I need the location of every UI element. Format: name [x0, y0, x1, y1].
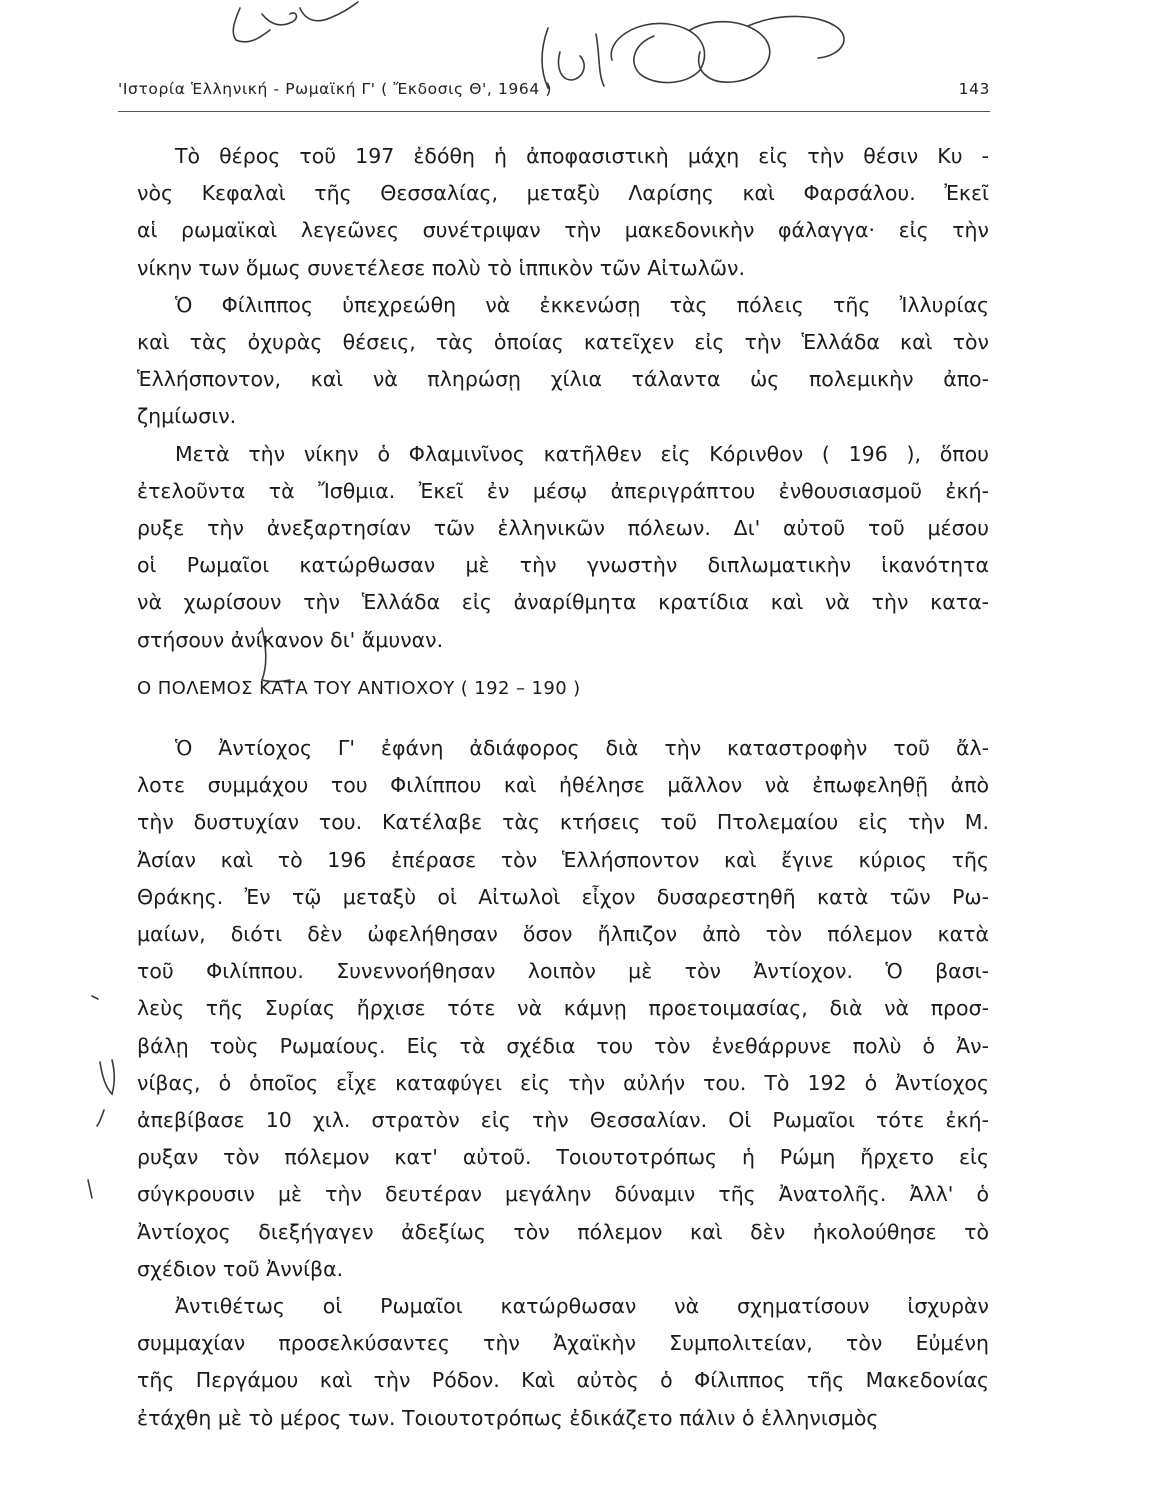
running-title: 'Ιστορία Ἑλληνική - Ρωμαϊκή Γ' ( Ἔκδοσις Θ', 1964 )	[118, 80, 552, 98]
text-line: καὶ τὰς ὀχυρὰς θέσεις, τὰς ὁποίας κατεῖχεν εἰς τὴν Ἑλλάδα καὶ τὸν	[137, 330, 989, 355]
text-line: νὰ χωρίσουν τὴν Ἑλλάδα εἰς ἀναρίθμητα κρατίδια καὶ νὰ τὴν κατα-	[137, 590, 989, 615]
text-line: ἐτάχθη μὲ τὸ μέρος των. Τοιουτοτρόπως ἐδικάζετο πάλιν ὁ ἑλληνισμὸς	[137, 1405, 879, 1430]
text-line: Ἀντιθέτως οἱ Ρωμαῖοι κατώρθωσαν νὰ σχηματίσουν ἰσχυρὰν	[175, 1294, 989, 1319]
text-line: τῆς Περγάμου καὶ τὴν Ρόδον. Καὶ αὐτὸς ὁ Φίλιππος τῆς Μακεδονίας	[137, 1368, 989, 1393]
section-part-2	[137, 730, 989, 1437]
text-line: λοτε συμμάχου του Φιλίππου καὶ ἠθέλησε μᾶλλον νὰ ἐπωφεληθῇ ἀπὸ	[137, 773, 989, 798]
text-line: ἐτελοῦντα τὰ Ἴσθμια. Ἐκεῖ ἐν μέσῳ ἀπεριγράπτου ἐνθουσιασμοῦ ἐκή-	[137, 478, 989, 503]
header-rule	[118, 111, 990, 112]
text-line: βάλῃ τοὺς Ρωμαίους. Εἰς τὰ σχέδια του τὸν ἐνεθάρρυνε πολὺ ὁ Ἀν-	[137, 1033, 989, 1058]
text-line: τοῦ Φιλίππου. Συνεννοήθησαν λοιπὸν μὲ τὸν Ἀντίοχον. Ὁ βασι-	[137, 959, 989, 984]
text-line: Ὁ Φίλιππος ὑπεχρεώθη νὰ ἐκκενώσῃ τὰς πόλεις τῆς Ἰλλυρίας	[175, 292, 989, 317]
text-line: ρυξε τὴν ἀνεξαρτησίαν τῶν ἑλληνικῶν πόλεων. Δι' αὐτοῦ τοῦ μέσου	[137, 516, 989, 541]
text-line: μαίων, διότι δὲν ὠφελήθησαν ὅσον ἤλπιζον ἀπὸ τὸν πόλεμον κατὰ	[137, 922, 989, 947]
text-line: νὸς Κεφαλαὶ τῆς Θεσσαλίας, μεταξὺ Λαρίσης καὶ Φαρσάλου. Ἐκεῖ	[137, 181, 989, 206]
text-line: Θράκης. Ἐν τῷ μεταξὺ οἱ Αἰτωλοὶ εἶχον δυσαρεστηθῆ κατὰ τῶν Ρω-	[137, 884, 989, 909]
text-line: Τὸ θέρος τοῦ 197 ἐδόθη ἡ ἀποφασιστικὴ μάχη εἰς τὴν θέσιν Κυ -	[175, 144, 989, 168]
text-line: Μετὰ τὴν νίκην ὁ Φλαμινῖνος κατῆλθεν εἰς Κόρινθον ( 196 ), ὅπου	[175, 441, 989, 466]
paragraph	[137, 730, 989, 1288]
body-text-2	[137, 730, 989, 1437]
text-line: οἱ Ρωμαῖοι κατώρθωσαν μὲ τὴν γνωστὴν διπλωματικὴν ἱκανότητα	[137, 553, 989, 578]
text-line: λεὺς τῆς Συρίας ἤρχισε τότε νὰ κάμνῃ προετοιμασίας, διὰ νὰ προσ-	[137, 996, 989, 1021]
text-line: σύγκρουσιν μὲ τὴν δευτέραν μεγάλην δύναμιν τῆς Ἀνατολῆς. Ἀλλ' ὁ	[137, 1182, 989, 1207]
text-line: Ἀσίαν καὶ τὸ 196 ἐπέρασε τὸν Ἑλλήσποντον καὶ ἔγινε κύριος τῆς	[137, 847, 989, 872]
text-line: συμμαχίαν προσελκύσαντες τὴν Ἀχαϊκὴν Συμπολιτείαν, τὸν Εὐμένη	[137, 1331, 989, 1356]
text-line: ζημίωσιν.	[137, 404, 237, 429]
text-line: ἀπεβίβασε 10 χιλ. στρατὸν εἰς τὴν Θεσσαλίαν. Οἱ Ρωμαῖοι τότε ἐκή-	[137, 1108, 989, 1133]
text-line: Ὁ Ἀντίοχος Γ' ἐφάνη ἀδιάφορος διὰ τὴν καταστροφὴν τοῦ ἄλ-	[175, 736, 989, 760]
paragraph	[137, 138, 989, 287]
paragraph	[137, 287, 989, 436]
paragraph	[137, 436, 989, 659]
page-number: 143	[958, 80, 990, 98]
text-line: νίκην των ὅμως συνετέλεσε πολὺ τὸ ἱππικὸν τῶν Αἰτωλῶν.	[137, 255, 745, 280]
body-text	[137, 138, 989, 659]
text-line: σχέδιον τοῦ Ἀννίβα.	[137, 1256, 344, 1281]
text-line: Ἀντίοχος διεξήγαγεν ἀδεξίως τὸν πόλεμον καὶ δὲν ἠκολούθησε τὸ	[137, 1219, 989, 1244]
text-line: ρυξαν τὸν πόλεμον κατ' αὐτοῦ. Τοιουτοτρόπως ἡ Ρώμη ἤρχετο εἰς	[137, 1145, 989, 1170]
section-part-1	[137, 138, 989, 659]
text-line: στήσουν ἀνίκανον δι' ἄμυναν.	[137, 627, 444, 652]
section-heading: Ο ΠΟΛΕΜΟΣ ΚΑΤΑ ΤΟΥ ΑΝΤΙΟΧΟΥ ( 192 – 190 )	[137, 678, 581, 699]
text-line: Ἑλλήσποντον, καὶ νὰ πληρώσῃ χίλια τάλαντα ὡς πολεμικὴν ἀπο-	[137, 367, 989, 392]
text-line: αἱ ρωμαϊκαὶ λεγεῶνες συνέτριψαν τὴν μακεδονικὴν φάλαγγα· εἰς τὴν	[137, 218, 989, 243]
text-line: τὴν δυστυχίαν του. Κατέλαβε τὰς κτήσεις τοῦ Πτολεμαίου εἰς τὴν Μ.	[137, 810, 989, 835]
text-line: νίβας, ὁ ὁποῖος εἶχε καταφύγει εἰς τὴν αὐλήν του. Τὸ 192 ὁ Ἀντίοχος	[137, 1070, 989, 1095]
paragraph	[137, 1288, 989, 1437]
